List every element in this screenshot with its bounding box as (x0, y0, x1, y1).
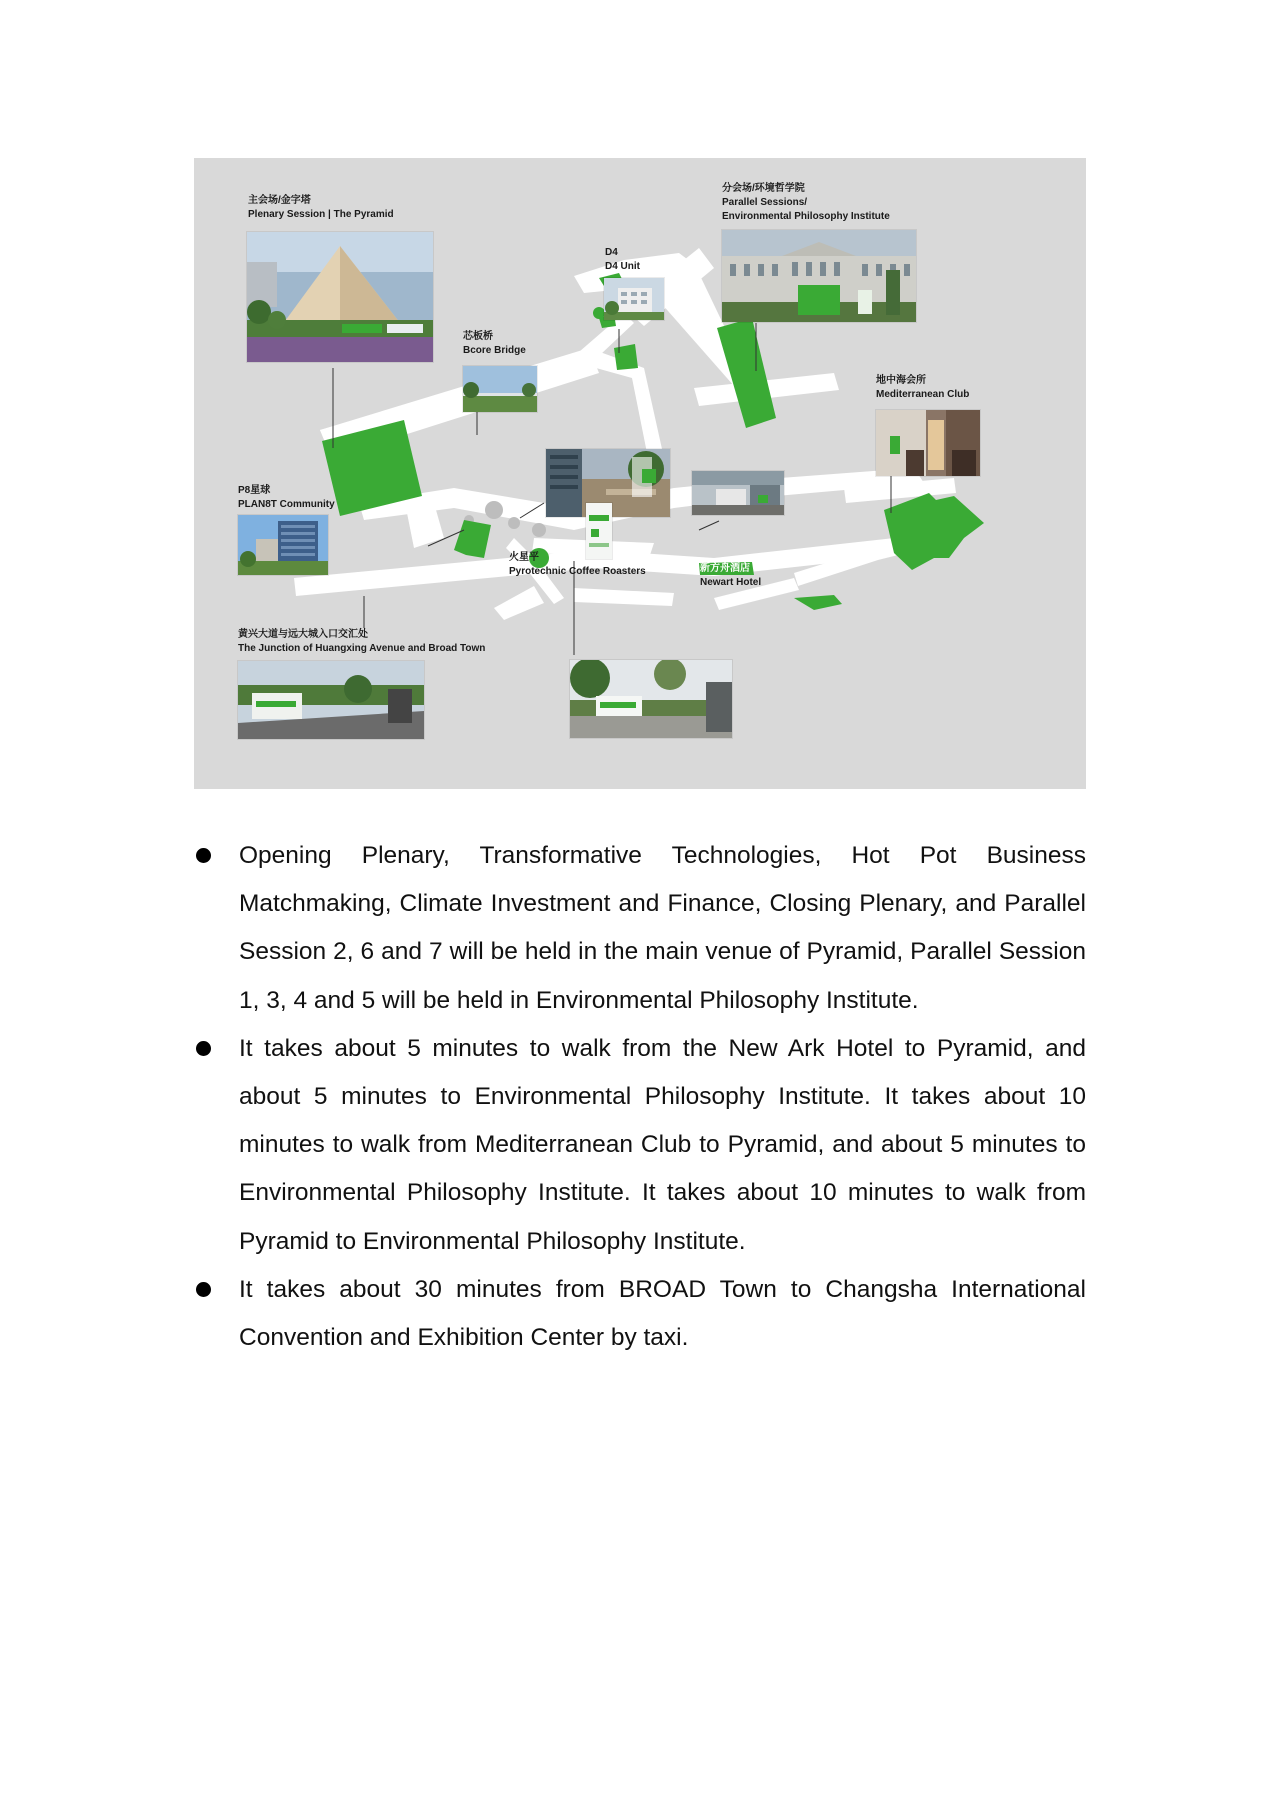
label-plan8t (238, 484, 335, 512)
label-junction-en: The Junction of Huangxing Avenue and Broad Town (238, 643, 486, 654)
plan8t-community-photo (238, 515, 328, 575)
label-bcore-cn: 芯板桥 (463, 331, 493, 342)
d4-venue-shape (614, 344, 638, 370)
label-mediterranean-en: Mediterranean Club (876, 389, 970, 400)
label-mediterranean-cn: 地中海会所 (876, 375, 926, 386)
venue-map (194, 158, 1086, 789)
label-d4 (605, 246, 640, 274)
label-pyramid-en: Plenary Session | The Pyramid (248, 209, 394, 220)
label-pyramid (248, 194, 394, 222)
venue-notes-list (196, 832, 1086, 1362)
list-item (196, 832, 1086, 1025)
label-plan8t-en: PLAN8T Community (238, 499, 335, 510)
bullet-text: Opening Plenary, Transformative Technologies, Hot Pot Business Matchmaking, Climate Investment and Finance, Closing Plenary, and Parallel Session 2, 6 and 7 will be held in the main venue of Pyramid, Parallel Session 1, 3, 4 and 5 will be held in Environmental Philosophy Institute. (239, 842, 1086, 1014)
label-plan8t-cn: P8星球 (238, 485, 271, 496)
junction-photo (238, 661, 424, 739)
label-bcore-bridge (463, 330, 526, 358)
label-parallel-en2: Environmental Philosophy Institute (722, 211, 890, 222)
bullet-dot (196, 848, 211, 863)
d4-unit-photo (604, 278, 664, 320)
coffee-entrance-photo (570, 660, 732, 738)
label-d4-cn: D4 (605, 247, 618, 258)
parallel-sessions-photo (722, 230, 916, 322)
label-parallel-en1: Parallel Sessions/ (722, 197, 808, 208)
pyramid-photo (247, 232, 433, 362)
label-parallel-cn: 分会场/环境哲学院 (722, 183, 805, 194)
hotel-entrance-photo (692, 471, 784, 515)
bullet-text: It takes about 5 minutes to walk from the New Ark Hotel to Pyramid, and about 5 minutes to Environmental Philosophy Institute. It takes about 10 minutes to walk from Mediterranean Club to Pyramid, and about 5 minutes to Environmental Philosophy Institute. It takes about 10 minutes to walk from Pyramid to Environmental Philosophy Institute. (239, 1034, 1086, 1255)
label-mediterranean-club (876, 374, 969, 402)
mediterranean-venue-shape (884, 493, 984, 570)
label-coffee-roasters (509, 551, 646, 579)
label-coffee-en: Pyrotechnic Coffee Roasters (509, 566, 646, 577)
label-newart-hotel (700, 562, 761, 590)
label-newart-cn: 新方舟酒店 (700, 563, 750, 574)
bullet-text: It takes about 30 minutes from BROAD Town to Changsha International Convention and Exhibition Center by taxi. (239, 1275, 1086, 1352)
list-item (196, 1266, 1086, 1362)
label-coffee-cn: 火星平 (509, 552, 539, 563)
label-bcore-en: Bcore Bridge (463, 345, 526, 356)
label-pyramid-cn: 主会场/金字塔 (248, 195, 311, 206)
bullet-dot (196, 1041, 211, 1056)
bcore-bridge-photo (463, 366, 537, 412)
bullet-dot (196, 1282, 211, 1297)
label-parallel-sessions (722, 182, 890, 224)
list-item (196, 1025, 1086, 1266)
label-d4-en: D4 Unit (605, 261, 640, 272)
label-junction-cn: 黄兴大道与远大城入口交汇处 (238, 629, 368, 640)
coffee-venue-shape (454, 520, 491, 558)
mediterranean-club-photo (876, 410, 980, 476)
label-newart-en: Newart Hotel (700, 577, 762, 588)
label-junction (238, 628, 485, 656)
